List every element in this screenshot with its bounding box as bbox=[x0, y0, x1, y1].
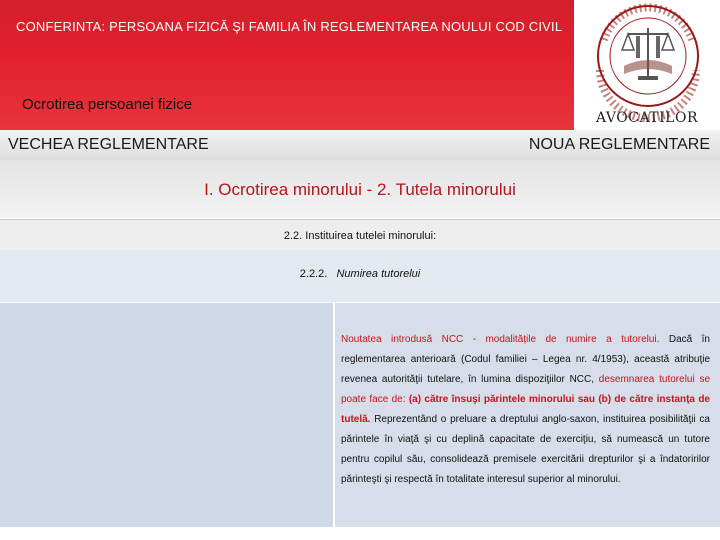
novelty-intro: Noutatea introdusă NCC - modalitățile de numire a tutorelui. bbox=[341, 334, 660, 345]
sub-subsection-number: 2.2.2. bbox=[299, 268, 328, 280]
logo-wordmark: AVOCATILOR bbox=[596, 110, 698, 126]
conference-title: CONFERINTA: PERSOANA FIZICĂ ŞI FAMILIA ÎN REGLEMENTAREA NOULUI COD CIVIL bbox=[16, 19, 563, 34]
designation-phrase: desemnarea tutorelui se poate face de: bbox=[341, 374, 711, 405]
sub-subsection-title: Numirea tutorelui bbox=[336, 268, 421, 280]
new-regulation-label: NOUA REGLEMENTARE bbox=[528, 136, 710, 153]
old-regulation-label: VECHEA REGLEMENTARE bbox=[8, 136, 209, 153]
designation-options: (a) către însuşi părintele minorului sau (b) de către instanța de tutelă. bbox=[341, 394, 710, 425]
body-text-part-2: Reprezentând o preluare a dreptului anglo-saxon, instituirea posibilităţii ca părintele în viaţă şi cu deplină capacitate de exerciţiu, să numească un tutore pentru copilul său, consolidează premisele exercitării drepturilor şi a îndatoririlor părinteşti şi respectă în totalitate interesul superior al minorului. bbox=[341, 414, 710, 485]
body-text-part-1: Dacă în reglementarea anterioară (Codul familiei – Legea nr. 4/1953), aceastǎ atribuţie revenea autorităţii tutelare, în lumina dispoziţiilor NCC, bbox=[341, 334, 710, 385]
subsection-heading: 2.2. Instituirea tutelei minorului: bbox=[283, 230, 437, 242]
association-logo bbox=[574, 0, 720, 130]
section-title: Ocrotirea persoanei fizice bbox=[22, 96, 193, 113]
slide-title: I. Ocrotirea minorului - 2. Tutela minorului bbox=[204, 180, 516, 199]
sub-subsection-heading bbox=[0, 268, 720, 280]
old-regulation-cell bbox=[0, 303, 335, 527]
new-regulation-text bbox=[341, 330, 710, 490]
